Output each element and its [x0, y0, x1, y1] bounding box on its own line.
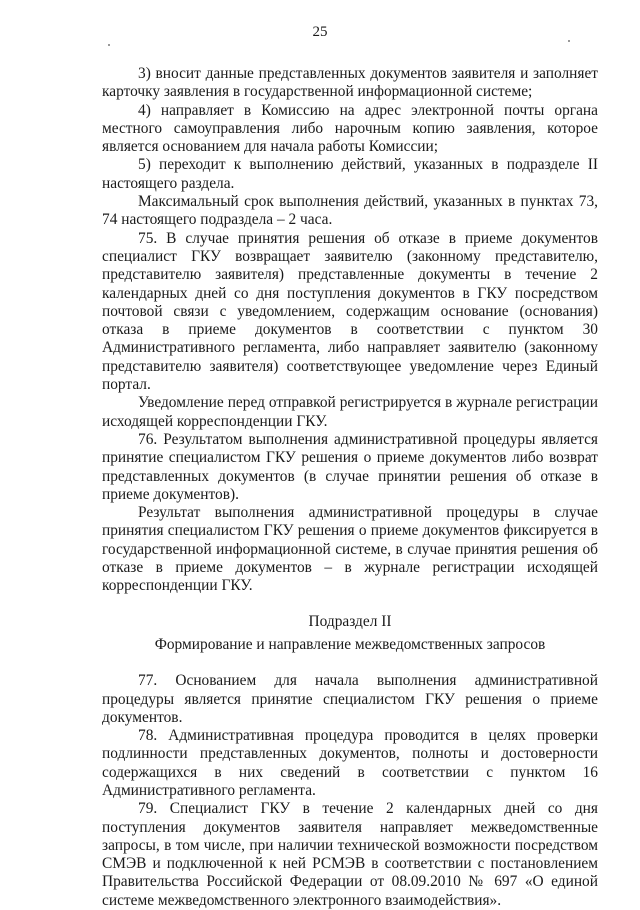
paragraph-max-time: Максимальный срок выполнения действий, указанных в пунктах 73, 74 настоящего подраздела – 2 часа.: [102, 193, 598, 229]
paragraph-result: Результат выполнения административной процедуры в случае принятия специалистом ГКУ решения о приеме документов фиксируется в государственной информационной системе, в случае принятия решения об отказе в приеме документов – в журнале регистрации исходящей корреспонденции ГКУ.: [102, 504, 598, 595]
paragraph-75: 75. В случае принятия решения об отказе в приеме документов специалист ГКУ возвращает заявителю (законному представителю, представителю заявителя) представленные документы в течение 2 календарных дней со дня поступления документов в ГКУ посредством почтовой связи с уведомлением, содержащим основание (основания) отказа в приеме документов в соответствии с пунктом 30 Административного регламента, либо направляет заявителю (законному представителю заявителя) соответствующее уведомление через Единый портал.: [102, 229, 598, 394]
paragraph-item-3: 3) вносит данные представленных документов заявителя и заполняет карточку заявления в государственной информационной системе;: [102, 65, 598, 101]
paragraph-79: 79. Специалист ГКУ в течение 2 календарных дней со дня поступления документов заявителя направляет межведомственные запросы, в том числе, при наличии технической возможности посредством СМЭВ и подключенной к ней РСМЭВ в соответствии с постановлением Правительства Российской Федерации от 08.09.2010 № 697 «О единой системе межведомственного электронного взаимодействия».: [102, 800, 598, 909]
paragraph-item-5: 5) переходит к выполнению действий, указанных в подразделе II настоящего раздела.: [102, 156, 598, 192]
subsection-title: Подраздел II: [308, 612, 392, 630]
paragraph-item-4: 4) направляет в Комиссию на адрес электронной почты органа местного самоуправления либо нарочным копию заявления, которое является основанием для начала работы Комиссии;: [102, 101, 598, 156]
paragraph-78: 78. Административная процедура проводится в целях проверки подлинности представленных документов, полноты и достоверности содержащихся в них сведений в соответствии с пунктом 16 Административного регламента.: [102, 727, 598, 799]
paragraph-77: 77. Основанием для начала выполнения административной процедуры является принятие специалистом ГКУ решения о приеме документов.: [102, 672, 598, 726]
paragraph-notification: Уведомление перед отправкой регистрируется в журнале регистрации исходящей корреспонденции ГКУ.: [102, 394, 598, 430]
scan-speck: [108, 44, 110, 46]
subsection-subtitle: Формирование и направление межведомственных запросов: [154, 635, 546, 653]
document-body: [102, 65, 598, 910]
paragraph-76: 76. Результатом выполнения административной процедуры является принятие специалистом ГКУ решения о приеме документов либо возврат представленных документов (в случае принятии решения об отказе в приеме документов).: [102, 430, 598, 503]
page-number: 25: [312, 24, 328, 40]
